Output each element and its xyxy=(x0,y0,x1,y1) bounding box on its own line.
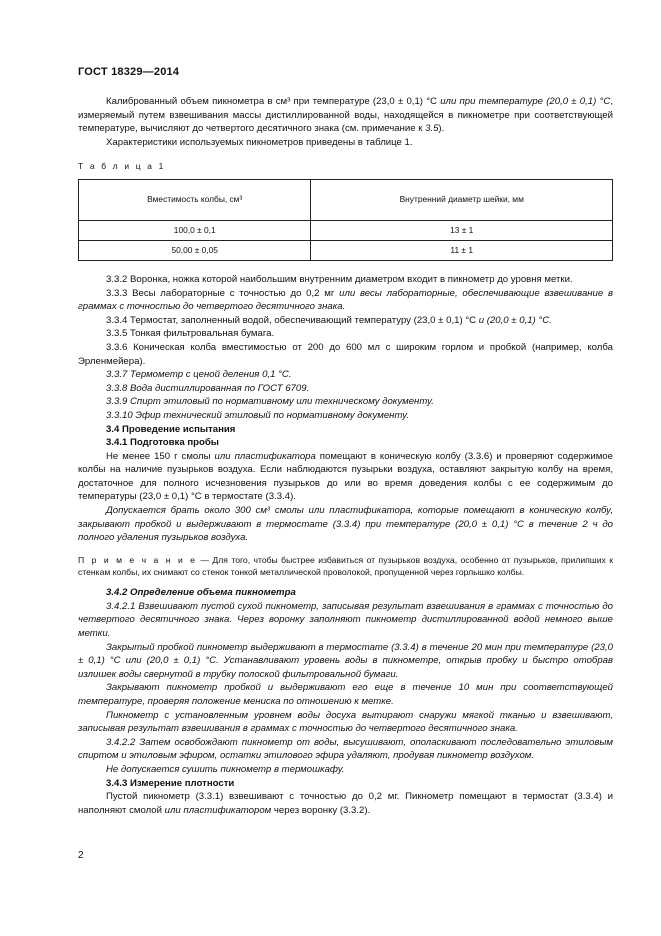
procedure-step: Не допускается сушить пикнометр в термошкафу. xyxy=(106,763,345,775)
text-run: 3.3.3 Весы лабораторные с точностью до 0,2 мг xyxy=(106,287,340,299)
list-item xyxy=(78,273,613,287)
text-run: 3.3.5 Тонкая фильтровальная бумага. xyxy=(106,328,275,340)
equipment-list xyxy=(78,273,613,423)
note-label: П р и м е ч а н и е xyxy=(78,554,197,565)
text-run: или пластификатора xyxy=(214,450,316,462)
procedure-step: Закрытый пробкой пикнометр выдерживают в термостате (3.3.4) в течение 20 мин при температуре (23,0 ± 0,1) °С или (20,0 ± 0,1) °С. Устанавливают уровень воды в пикнометре, открыв пробку и быстро отобрав излишек воды свернутой в трубку полоской фильтровальной бумаги. xyxy=(78,641,613,680)
table-header-cell: Внутренний диаметр шейки, мм xyxy=(311,179,613,220)
list-item xyxy=(78,327,613,341)
document-header: ГОСТ 18329—2014 xyxy=(78,66,180,78)
list-item xyxy=(78,409,613,423)
table-cell: 50,00 ± 0,05 xyxy=(79,240,311,260)
procedure-step: 3.4.2.1 Взвешивают пустой сухой пикнометр, записывая результат взвешивания в граммах с точностью до четвертого десятичного знака. Через воронку заполняют пикнометр дистиллированной водой немного выше метки. xyxy=(78,600,613,640)
text-run: помещают в коническую колбу (3.3.6) и проверяют содержимое колбы на наличие пузырьков воздуха. Если наблюдаются пузырьки воздуха, оставляют закрытую колбу на время, достаточное для полного исчезновения пузырьков до или во время доведения колбы с ее содержимым до температуры (23,0 ± 0,1) °С в термостате (3.3.4). xyxy=(78,450,613,503)
text-run: ). xyxy=(438,123,445,135)
procedure-step: Пикнометр с установленным уровнем воды досуха вытирают снаружи мягкой тканью и взвешивают, записывая результат взвешивания в граммах с точностью до четвертого десятичного знака. xyxy=(78,709,613,735)
text-run: 3.3.4 Термостат, заполненный водой, обеспечивающий температуру (23,0 ± 0,1) °С xyxy=(106,314,479,326)
table-row xyxy=(79,240,613,260)
text-run: Пустой пикнометр (3.3.1) взвешивают с точностью до 0,2 мг. Пикнометр помещают в термостат (3.3.4) и наполняют смолой xyxy=(78,791,613,816)
list-item xyxy=(78,368,613,382)
text-run: 3.3.10 Эфир технический этиловый по нормативному документу. xyxy=(106,409,410,421)
table-header-row xyxy=(79,179,613,220)
table-header-cell: Вместимость колбы, см³ xyxy=(79,179,311,220)
text-run: 3.3.2 Воронка, ножка которой наибольшим внутренним диаметром входит в пикнометр до уровня метки. xyxy=(106,273,573,285)
sample-prep-allowance: Допускается брать около 300 см³ смолы или пластификатора, которые помещают в коническую колбу, закрывают пробкой и выдерживают в термостате (3.3.4) при температуре (20,0 ± 0,1) °С в течение 2 ч до полного удаления пузырьков воздуха. xyxy=(78,505,613,544)
procedure-step: 3.4.2.2 Затем освобождают пикнометр от воды, высушивают, ополаскивают последовательно этиловым спиртом и этиловым эфиром, остатки этилового эфира удаляют, продувая пикнометр воздухом. xyxy=(78,736,613,762)
subsection-heading: 3.4.3 Измерение плотности xyxy=(106,777,235,789)
density-paragraph xyxy=(78,790,613,817)
section-heading: 3.4 Проведение испытания xyxy=(106,423,236,435)
text-run: 3.3.8 Вода дистиллированная по ГОСТ 6709. xyxy=(106,382,310,394)
list-item xyxy=(78,395,613,409)
table-cell: 11 ± 1 xyxy=(311,240,613,260)
text-run: и (20,0 ± 0,1) °С. xyxy=(478,314,552,326)
intro-paragraph-2: Характеристики используемых пикнометров приведены в таблице 1. xyxy=(106,136,413,148)
text-run: 3.3.9 Спирт этиловый по нормативному или техническому документу. xyxy=(106,396,434,408)
text-run: 3.3.6 Коническая колба вместимостью от 200 до 600 мл с широким горлом и пробкой (например, колба Эрленмейера). xyxy=(78,341,613,367)
text-run: или пластификатором xyxy=(164,804,272,816)
table-cell: 13 ± 1 xyxy=(311,220,613,240)
subsection-heading: 3.4.1 Подготовка пробы xyxy=(106,437,219,449)
procedure-step: Закрывают пикнометр пробкой и выдерживают его еще в течение 10 мин при соответствующей температуре, проверяя положение мениска по отношению к метке. xyxy=(78,682,613,707)
list-item xyxy=(78,382,613,396)
text-run: Калиброванный объем пикнометра в см³ при температуре (23,0 ± 0,1) °С xyxy=(106,96,441,107)
text-run: через воронку (3.3.2). xyxy=(271,804,371,816)
list-item xyxy=(78,314,613,328)
table-cell: 100,0 ± 0,1 xyxy=(79,220,311,240)
volume-procedure xyxy=(78,600,613,777)
intro-paragraph-1 xyxy=(78,95,613,136)
text-run: или весы лабораторные, обеспечивающие взвешивание в граммах с точностью до четвертого десятичного знака. xyxy=(78,287,613,313)
page-number: 2 xyxy=(78,850,84,861)
text-run: , измеряемый путем взвешивания массы дистиллированной воды, находящейся в пикнометре при соответствующей температуре, вычисляют до четвертого десятичного знака (см. примечание к xyxy=(78,96,613,135)
note xyxy=(78,554,613,578)
list-item xyxy=(78,287,613,314)
text-run: или при температуре (20,0 ± 0,1) °С xyxy=(440,96,611,107)
table-caption: Т а б л и ц а 1 xyxy=(78,161,166,172)
sample-prep-paragraph xyxy=(78,450,613,504)
note-text: — Для того, чтобы быстрее избавиться от пузырьков воздуха, особенно от пузырьков, прилипших к стенкам колбы, их снимают со стенок тонкой металлической проволокой, пропущенной через горлышко колбы. xyxy=(78,554,614,578)
page-content xyxy=(78,95,613,817)
text-run: 3.5 xyxy=(425,123,439,135)
text-run: Не менее 150 г смолы xyxy=(106,450,215,462)
table-row xyxy=(79,220,613,240)
pycnometer-table xyxy=(78,179,613,261)
subsection-heading: 3.4.2 Определение объема пикнометра xyxy=(106,587,296,599)
text-run: 3.3.7 Термометр с ценой деления 0,1 °С. xyxy=(106,369,292,381)
list-item xyxy=(78,341,613,368)
